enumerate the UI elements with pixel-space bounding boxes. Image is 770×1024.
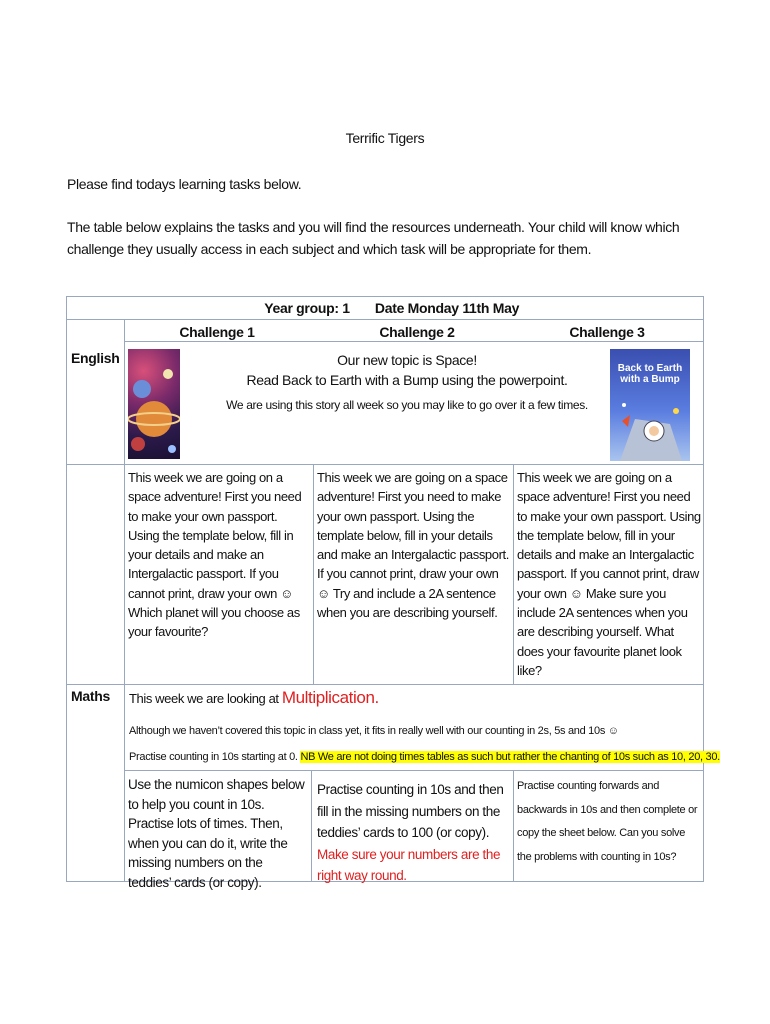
tasks-table (66, 296, 720, 890)
maths-note-2-prefix: Practise counting in 10s starting at 0. (129, 751, 301, 763)
maths-challenge-2-text: Practise counting in 10s and then fill in the missing numbers on the teddies’ cards to 100 (or copy). (317, 782, 504, 840)
maths-intro-prefix: This week we are looking at (129, 691, 282, 706)
english-challenge-1: This week we are going on a space adventure! First you need to make your own passport. Using the template below, fill in your details and make an Intergalactic passport. If you cannot print, draw your own ☺ Which planet will you choose as your favourite? (128, 470, 302, 640)
lesson-date: Date Monday 11th May (374, 300, 520, 316)
maths-challenge-2 (317, 779, 511, 887)
document-title: Terrific Tigers (345, 130, 425, 146)
book-cover-image (610, 349, 690, 461)
table-rule (124, 341, 703, 342)
table-rule (513, 770, 514, 881)
table-rule (513, 464, 514, 684)
english-challenge-2: This week we are going on a space adventure! First you need to make your own passport. Using the template below, fill in your details and make an Intergalactic passport. If you cannot print, draw your own ☺ Try and include a 2A sentence when you are describing yourself. (317, 470, 509, 621)
table-rule (124, 770, 703, 771)
table-rule (67, 464, 703, 465)
table-rule (67, 319, 703, 320)
maths-note-2-highlight: NB We are not doing times tables as such but rather the chanting of 10s such as 10, 20, 30. (300, 751, 720, 763)
maths-challenge-2-warning: Make sure your numbers are the right way round. (317, 846, 501, 883)
maths-topic: Multiplication. (281, 688, 379, 707)
english-topic-line-1: Our new topic is Space! (337, 352, 477, 368)
space-planets-image (128, 349, 180, 459)
maths-note-1: Although we haven’t covered this topic in class yet, it fits in really well with our counting in 2s, 5s and 10s ☺ (129, 725, 619, 737)
maths-challenge-3: Practise counting forwards and backwards in 10s and then complete or copy the sheet below. Can you solve the problems with counting in 10s? (517, 780, 698, 863)
table-rule (311, 770, 312, 881)
english-topic-line-2: Read Back to Earth with a Bump using the powerpoint. (246, 372, 568, 388)
subject-maths: Maths (71, 688, 110, 704)
table-rule (67, 684, 703, 685)
challenge-1-header: Challenge 1 (179, 324, 255, 340)
book-cover-title: Back to Earth with a Bump (617, 363, 683, 385)
intro-line-1: Please find todays learning tasks below. (67, 176, 302, 192)
maths-note-2 (129, 751, 720, 763)
table-rule (313, 464, 314, 684)
maths-intro (129, 688, 699, 708)
english-topic-line-3: We are using this story all week so you may like to go over it a few times. (226, 398, 588, 412)
intro-line-2: The table below explains the tasks and you will find the resources underneath. Your child will know which challenge they usually access in each subject and which task will be appropriate for them. (67, 219, 680, 257)
table-rule (124, 319, 125, 881)
subject-english: English (71, 350, 120, 366)
year-group: Year group: 1 (264, 300, 350, 316)
maths-challenge-1: Use the numicon shapes below to help you count in 10s. Practise lots of times. Then, when you can do it, write the missing numbers on the teddies’ cards (or copy). (128, 777, 305, 890)
english-challenge-3: This week we are going on a space adventure! First you need to make your own passport. Using the template below, fill in your details and make an Intergalactic passport. If you cannot print, draw your own ☺ Make sure you include 2A sentences when you are describing yourself. What does your favourite planet look like? (517, 470, 701, 678)
challenge-3-header: Challenge 3 (569, 324, 645, 340)
challenge-2-header: Challenge 2 (379, 324, 455, 340)
